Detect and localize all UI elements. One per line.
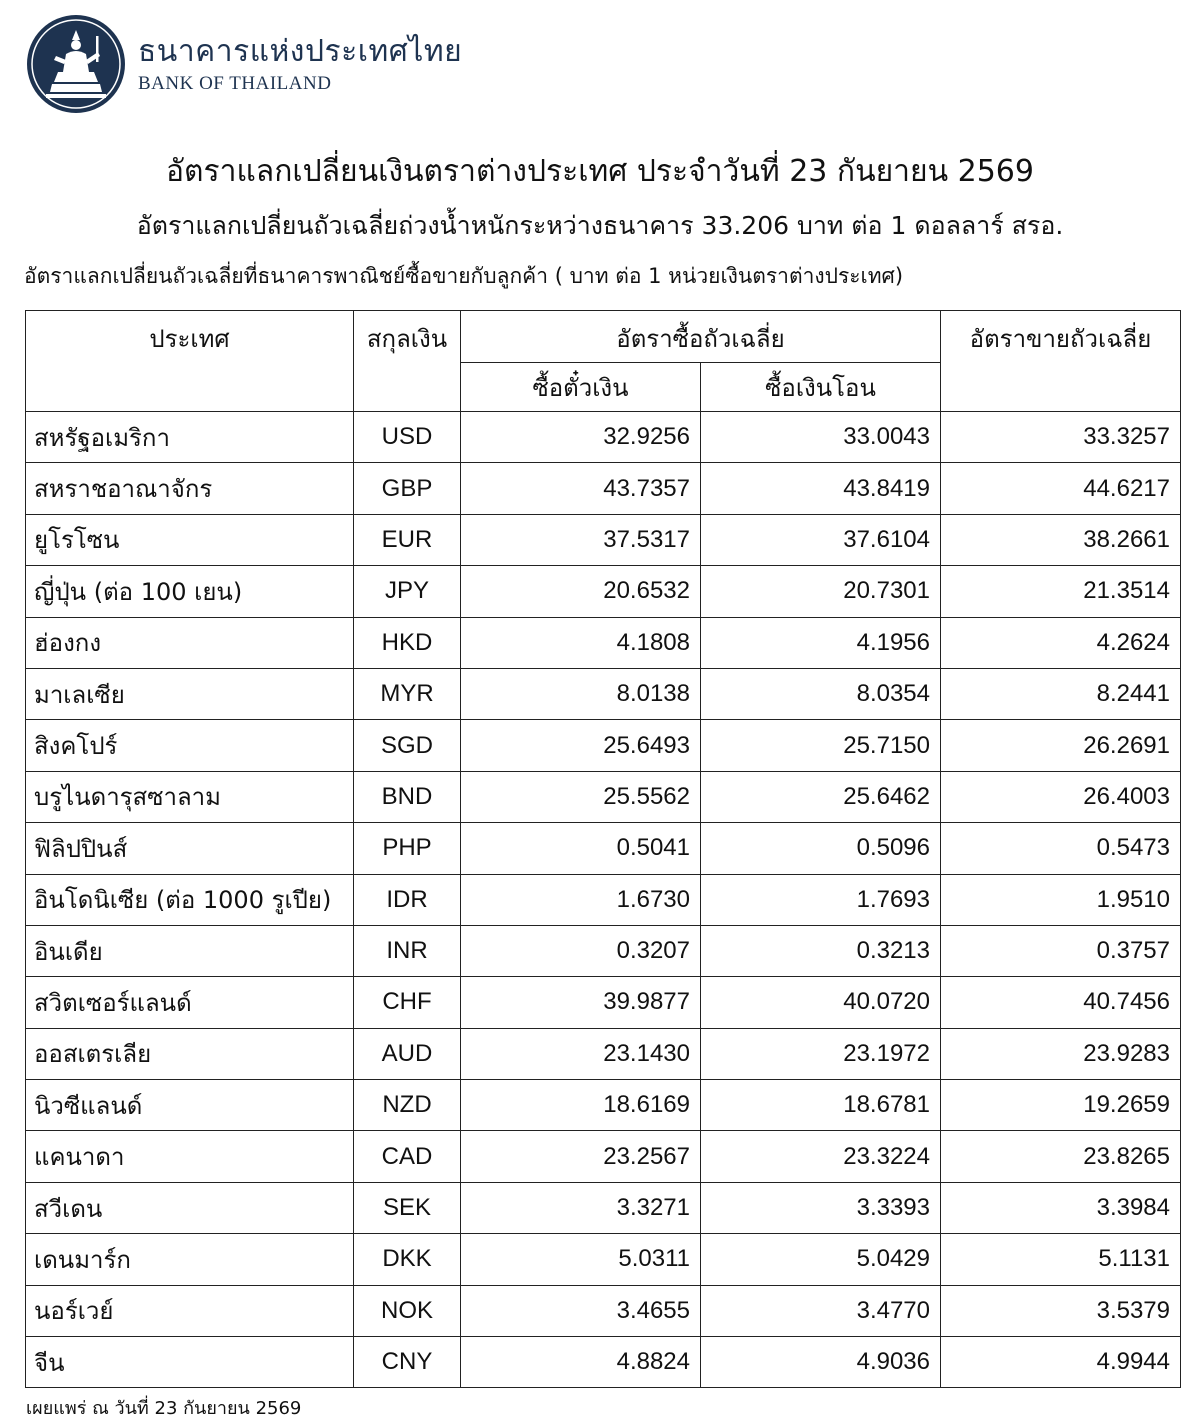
header-country: ประเทศ xyxy=(26,311,354,412)
table-row xyxy=(26,668,1181,719)
sell-cell: 5.1131 xyxy=(941,1234,1181,1285)
buy-transfer-cell: 3.3393 xyxy=(701,1182,941,1233)
buy-transfer-cell: 20.7301 xyxy=(701,566,941,617)
sell-cell: 23.9283 xyxy=(941,1028,1181,1079)
sell-cell: 38.2661 xyxy=(941,514,1181,565)
sell-cell: 1.9510 xyxy=(941,874,1181,925)
table-row xyxy=(26,617,1181,668)
buy-notes-cell: 0.3207 xyxy=(461,925,701,976)
table-row xyxy=(26,771,1181,822)
currency-code-cell: SGD xyxy=(354,720,461,771)
buy-notes-cell: 4.1808 xyxy=(461,617,701,668)
buy-notes-cell: 25.6493 xyxy=(461,720,701,771)
currency-code-cell: HKD xyxy=(354,617,461,668)
country-cell: นอร์เวย์ xyxy=(26,1285,354,1336)
publication-footnote: เผยแพร่ ณ วันที่ 23 กันยายน 2569 xyxy=(26,1398,302,1419)
sell-cell: 0.3757 xyxy=(941,925,1181,976)
buy-transfer-cell: 23.3224 xyxy=(701,1131,941,1182)
bank-name-en: BANK OF THAILAND xyxy=(138,73,332,94)
currency-code-cell: CNY xyxy=(354,1337,461,1388)
country-cell: ยูโรโซน xyxy=(26,514,354,565)
sell-cell: 23.8265 xyxy=(941,1131,1181,1182)
country-cell: สหรัฐอเมริกา xyxy=(26,412,354,463)
header-buy-transfer: ซื้อเงินโอน xyxy=(701,363,941,412)
buy-notes-cell: 8.0138 xyxy=(461,668,701,719)
sell-cell: 40.7456 xyxy=(941,977,1181,1028)
currency-code-cell: EUR xyxy=(354,514,461,565)
buy-notes-cell: 32.9256 xyxy=(461,412,701,463)
currency-code-cell: NZD xyxy=(354,1080,461,1131)
buy-transfer-cell: 33.0043 xyxy=(701,412,941,463)
header-buy-average: อัตราซื้อถัวเฉลี่ย xyxy=(461,311,941,363)
table-row xyxy=(26,1080,1181,1131)
sell-cell: 4.9944 xyxy=(941,1337,1181,1388)
header-sell-average: อัตราขายถัวเฉลี่ย xyxy=(941,311,1181,412)
table-row xyxy=(26,1285,1181,1336)
country-cell: ฟิลิปปินส์ xyxy=(26,823,354,874)
buy-transfer-cell: 23.1972 xyxy=(701,1028,941,1079)
sell-cell: 19.2659 xyxy=(941,1080,1181,1131)
rate-rows xyxy=(26,412,1181,1388)
table-row xyxy=(26,720,1181,771)
sell-cell: 8.2441 xyxy=(941,668,1181,719)
buy-transfer-cell: 43.8419 xyxy=(701,463,941,514)
currency-code-cell: SEK xyxy=(354,1182,461,1233)
header-buy-notes: ซื้อตั๋วเงิน xyxy=(461,363,701,412)
table-row xyxy=(26,874,1181,925)
sell-cell: 33.3257 xyxy=(941,412,1181,463)
buy-transfer-cell: 25.7150 xyxy=(701,720,941,771)
currency-code-cell: NOK xyxy=(354,1285,461,1336)
bank-of-thailand-seal-icon xyxy=(26,14,126,114)
bank-brand xyxy=(138,33,462,95)
buy-transfer-cell: 3.4770 xyxy=(701,1285,941,1336)
buy-transfer-cell: 40.0720 xyxy=(701,977,941,1028)
buy-transfer-cell: 18.6781 xyxy=(701,1080,941,1131)
table-row xyxy=(26,1182,1181,1233)
buy-transfer-cell: 1.7693 xyxy=(701,874,941,925)
buy-notes-cell: 25.5562 xyxy=(461,771,701,822)
buy-transfer-cell: 5.0429 xyxy=(701,1234,941,1285)
table-row xyxy=(26,1337,1181,1388)
sell-cell: 21.3514 xyxy=(941,566,1181,617)
currency-code-cell: USD xyxy=(354,412,461,463)
country-cell: บรูไนดารุสซาลาม xyxy=(26,771,354,822)
currency-code-cell: JPY xyxy=(354,566,461,617)
table-row xyxy=(26,823,1181,874)
buy-notes-cell: 3.3271 xyxy=(461,1182,701,1233)
table-row xyxy=(26,514,1181,565)
country-cell: ฮ่องกง xyxy=(26,617,354,668)
country-cell: นิวซีแลนด์ xyxy=(26,1080,354,1131)
buy-transfer-cell: 0.5096 xyxy=(701,823,941,874)
buy-transfer-cell: 0.3213 xyxy=(701,925,941,976)
table-row xyxy=(26,977,1181,1028)
country-cell: ญี่ปุ่น (ต่อ 100 เยน) xyxy=(26,566,354,617)
country-cell: มาเลเซีย xyxy=(26,668,354,719)
currency-code-cell: INR xyxy=(354,925,461,976)
bank-name-th: ธนาคารแห่งประเทศไทย xyxy=(138,34,463,69)
currency-code-cell: AUD xyxy=(354,1028,461,1079)
country-cell: สิงคโปร์ xyxy=(26,720,354,771)
bank-header xyxy=(26,14,462,114)
country-cell: อินเดีย xyxy=(26,925,354,976)
currency-code-cell: GBP xyxy=(354,463,461,514)
sell-cell: 3.5379 xyxy=(941,1285,1181,1336)
table-row xyxy=(26,1028,1181,1079)
buy-notes-cell: 4.8824 xyxy=(461,1337,701,1388)
country-cell: สวิตเซอร์แลนด์ xyxy=(26,977,354,1028)
buy-transfer-cell: 4.1956 xyxy=(701,617,941,668)
header-currency: สกุลเงิน xyxy=(354,311,461,412)
page-title: อัตราแลกเปลี่ยนเงินตราต่างประเทศ ประจำวันที่ 23 กันยายน 2569 xyxy=(166,154,1034,189)
sell-cell: 26.4003 xyxy=(941,771,1181,822)
buy-transfer-cell: 4.9036 xyxy=(701,1337,941,1388)
currency-code-cell: BND xyxy=(354,771,461,822)
currency-code-cell: CHF xyxy=(354,977,461,1028)
exchange-rate-table xyxy=(25,310,1181,1388)
sell-cell: 44.6217 xyxy=(941,463,1181,514)
commercial-rate-caption: อัตราแลกเปลี่ยนถัวเฉลี่ยที่ธนาคารพาณิชย์ซื้อขายกับลูกค้า ( บาท ต่อ 1 หน่วยเงินตราต่างประเทศ) xyxy=(24,264,904,288)
buy-notes-cell: 3.4655 xyxy=(461,1285,701,1336)
buy-transfer-cell: 37.6104 xyxy=(701,514,941,565)
sell-cell: 0.5473 xyxy=(941,823,1181,874)
buy-notes-cell: 1.6730 xyxy=(461,874,701,925)
currency-code-cell: DKK xyxy=(354,1234,461,1285)
buy-transfer-cell: 25.6462 xyxy=(701,771,941,822)
table-row xyxy=(26,463,1181,514)
currency-code-cell: IDR xyxy=(354,874,461,925)
sell-cell: 3.3984 xyxy=(941,1182,1181,1233)
table-row xyxy=(26,925,1181,976)
buy-notes-cell: 37.5317 xyxy=(461,514,701,565)
buy-notes-cell: 23.2567 xyxy=(461,1131,701,1182)
table-row xyxy=(26,1234,1181,1285)
table-row xyxy=(26,412,1181,463)
currency-code-cell: PHP xyxy=(354,823,461,874)
buy-notes-cell: 0.5041 xyxy=(461,823,701,874)
currency-code-cell: CAD xyxy=(354,1131,461,1182)
country-cell: เดนมาร์ก xyxy=(26,1234,354,1285)
sell-cell: 26.2691 xyxy=(941,720,1181,771)
buy-notes-cell: 23.1430 xyxy=(461,1028,701,1079)
country-cell: สวีเดน xyxy=(26,1182,354,1233)
country-cell: จีน xyxy=(26,1337,354,1388)
country-cell: ออสเตรเลีย xyxy=(26,1028,354,1079)
buy-notes-cell: 39.9877 xyxy=(461,977,701,1028)
sell-cell: 4.2624 xyxy=(941,617,1181,668)
country-cell: อินโดนิเซีย (ต่อ 1000 รูเปีย) xyxy=(26,874,354,925)
interbank-rate-subtitle: อัตราแลกเปลี่ยนถัวเฉลี่ยถ่วงน้ำหนักระหว่างธนาคาร 33.206 บาท ต่อ 1 ดอลลาร์ สรอ. xyxy=(136,211,1064,240)
buy-transfer-cell: 8.0354 xyxy=(701,668,941,719)
table-row xyxy=(26,566,1181,617)
table-row xyxy=(26,1131,1181,1182)
country-cell: แคนาดา xyxy=(26,1131,354,1182)
buy-notes-cell: 20.6532 xyxy=(461,566,701,617)
currency-code-cell: MYR xyxy=(354,668,461,719)
country-cell: สหราชอาณาจักร xyxy=(26,463,354,514)
buy-notes-cell: 43.7357 xyxy=(461,463,701,514)
buy-notes-cell: 5.0311 xyxy=(461,1234,701,1285)
buy-notes-cell: 18.6169 xyxy=(461,1080,701,1131)
